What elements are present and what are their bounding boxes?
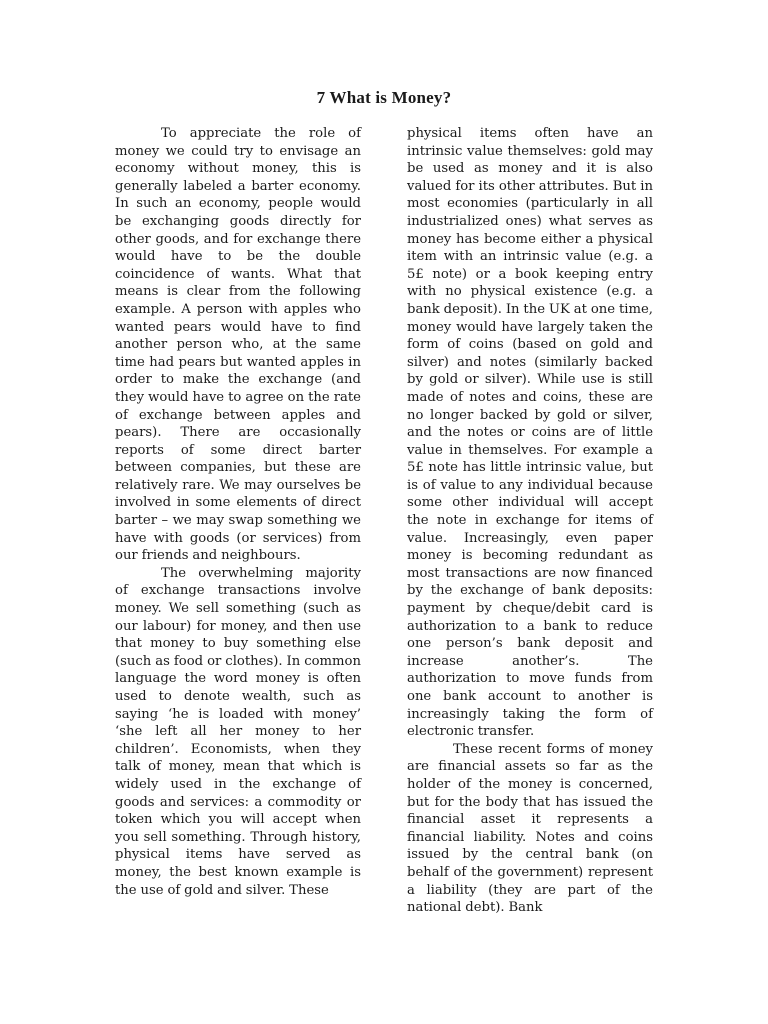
right-column [407, 125, 653, 917]
body-paragraph: The overwhelming majority of exchange transactions involve money. We sell something (such as our labour) for money, and then use that money to buy something else (such as food or clothes). In common language the word money is often used to denote wealth, such as saying ‘he is loaded with money’ ‘she left all her money to her children’. Economists, when they talk of money, mean that which is widely used in the exchange of goods and services: a commodity or token which you will accept when you sell something. Through history, physical items have served as money, the best known example is the use of gold and silver. These [115, 565, 361, 898]
body-paragraph-continued: physical items often have an intrinsic value themselves: gold may be used as money and it is also valued for its other attributes. But in most economies (particularly in all industrialized ones) what serves as money has become either a physical item with an intrinsic value (e.g. a 5£ note) or a book keeping entry with no physical existence (e.g. a bank deposit). In the UK at one time, money would have largely taken the form of coins (based on gold and silver) and notes (similarly backed by gold or silver). While use is still made of notes and coins, these are no longer backed by gold or silver, and the notes or coins are of little value in themselves. For example a 5£ note has little intrinsic value, but is of value to any individual because some other individual will accept the note in exchange for items of value. Increasingly, even paper money is becoming redundant as most transactions are now financed by the exchange of bank deposits: payment by cheque/debit card is authorization to a bank to reduce one person’s bank deposit and increase another’s. The authorization to move funds from one bank account to another is increasingly taking the form of electronic transfer. [407, 126, 653, 740]
page-title: 7 What is Money? [316, 88, 452, 107]
body-paragraph: These recent forms of money are financial assets so far as the holder of the money is concerned, but for the body that has issued the financial asset it represents a financial liability. Notes and coins issued by the central bank (on behalf of the government) represent a liability (they are part of the national debt). Bank [407, 741, 653, 916]
left-column [115, 125, 361, 899]
body-paragraph: To appreciate the role of money we could try to envisage an economy without money, this is generally labeled a barter economy. In such an economy, people would be exchanging goods directly for other goods, and for exchange there would have to be the double coincidence of wants. What that means is clear from the following example. A person with apples who wanted pears would have to find another person who, at the same time had pears but wanted apples in order to make the exchange (and they would have to agree on the rate of exchange between apples and pears). There are occasionally reports of some direct barter between companies, but these are relatively rare. We may ourselves be involved in some elements of direct barter – we may swap something we have with goods (or services) from our friends and neighbours. [115, 126, 361, 564]
